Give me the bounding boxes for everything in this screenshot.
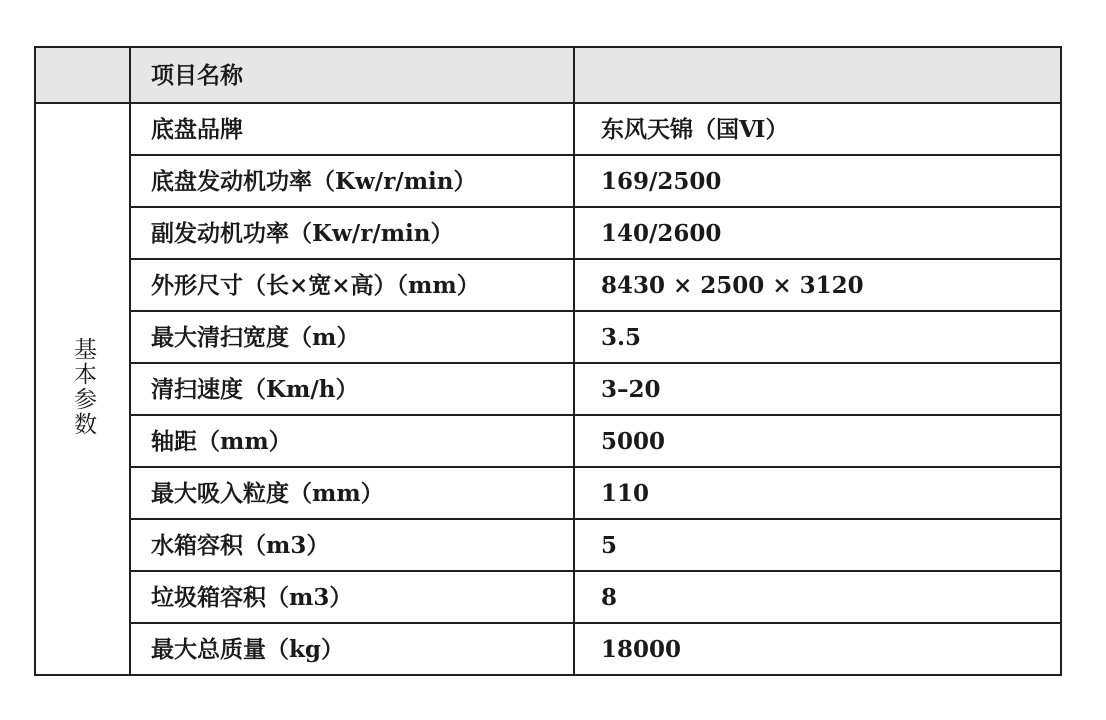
row-name: 垃圾箱容积（m3）	[130, 571, 574, 623]
row-value: 140/2600	[574, 207, 1061, 259]
row-value: 110	[574, 467, 1061, 519]
row-value: 8430 × 2500 × 3120	[574, 259, 1061, 311]
table-row	[35, 155, 1061, 207]
row-value: 5	[574, 519, 1061, 571]
header-item-name: 项目名称	[130, 47, 574, 103]
table-header-row	[35, 47, 1061, 103]
row-name: 清扫速度（Km/h）	[130, 363, 574, 415]
spec-table	[34, 46, 1062, 676]
table-row	[35, 207, 1061, 259]
row-name: 最大总质量（kg）	[130, 623, 574, 675]
row-name: 外形尺寸（长×宽×高）（mm）	[130, 259, 574, 311]
row-value: 东风天锦（国Ⅵ）	[574, 103, 1061, 155]
row-value: 8	[574, 571, 1061, 623]
table-row	[35, 571, 1061, 623]
table-row	[35, 363, 1061, 415]
row-name: 水箱容积（m3）	[130, 519, 574, 571]
row-value: 3–20	[574, 363, 1061, 415]
row-name: 副发动机功率（Kw/r/min）	[130, 207, 574, 259]
row-value: 5000	[574, 415, 1061, 467]
table-row	[35, 415, 1061, 467]
table-row	[35, 467, 1061, 519]
row-value: 3.5	[574, 311, 1061, 363]
row-name: 最大吸入粒度（mm）	[130, 467, 574, 519]
table-row	[35, 311, 1061, 363]
table-row	[35, 519, 1061, 571]
table-row	[35, 103, 1061, 155]
row-value: 169/2500	[574, 155, 1061, 207]
header-group-cell	[35, 47, 130, 103]
table-row	[35, 259, 1061, 311]
group-label: 基本参数	[70, 336, 96, 437]
row-name: 轴距（mm）	[130, 415, 574, 467]
header-value-cell	[574, 47, 1061, 103]
group-label-cell	[35, 103, 130, 675]
row-name: 最大清扫宽度（m）	[130, 311, 574, 363]
table-row	[35, 623, 1061, 675]
row-name: 底盘品牌	[130, 103, 574, 155]
row-name: 底盘发动机功率（Kw/r/min）	[130, 155, 574, 207]
row-value: 18000	[574, 623, 1061, 675]
